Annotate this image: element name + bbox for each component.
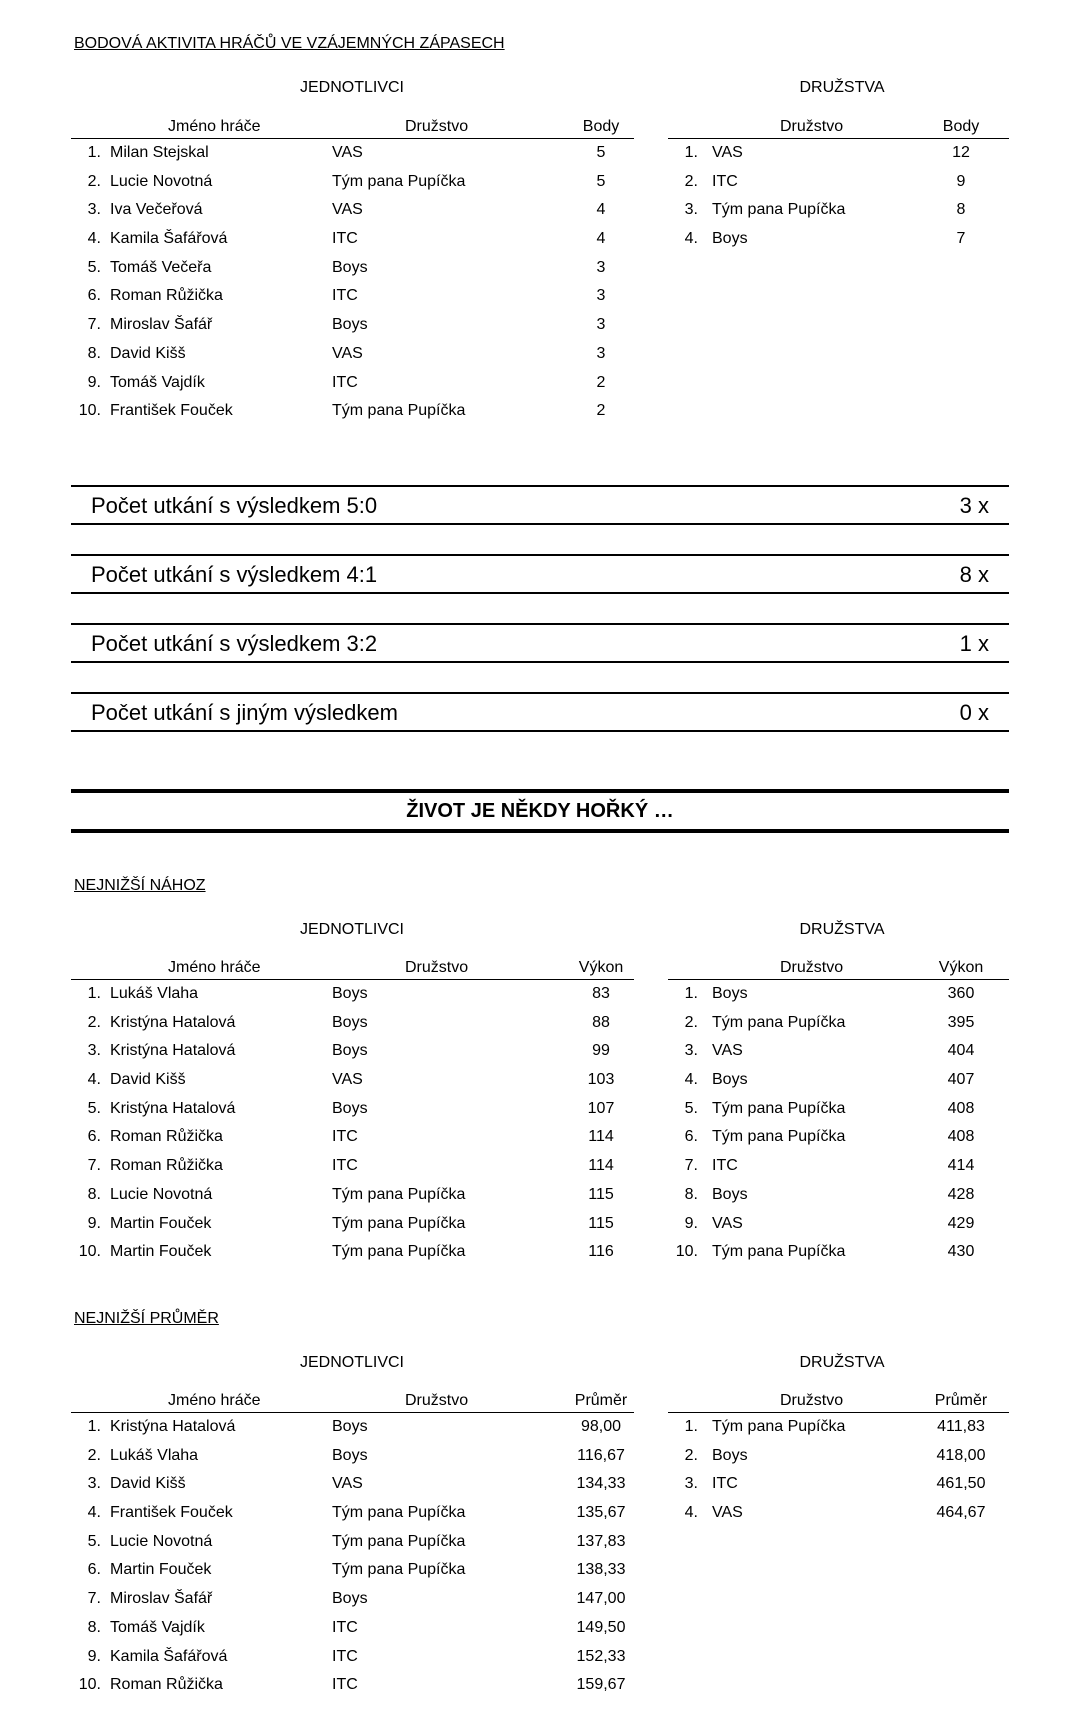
- row-value: 2: [596, 402, 606, 420]
- player-name: Kristýna Hatalová: [110, 1099, 236, 1117]
- table-row: [71, 1211, 634, 1240]
- table-row: [71, 1182, 634, 1211]
- row-number: 10.: [78, 1243, 101, 1261]
- table-header: [71, 955, 634, 980]
- team-name: Boys: [332, 258, 368, 276]
- table-header: [668, 955, 1009, 980]
- row-value: 428: [947, 1185, 975, 1203]
- table-row: [71, 1067, 634, 1096]
- table-row: [668, 1414, 1009, 1443]
- teams-table: [668, 1388, 1009, 1529]
- row-value: 395: [947, 1013, 975, 1031]
- team-name: Boys: [712, 1446, 748, 1464]
- table-row: [71, 1529, 634, 1558]
- row-value: 407: [947, 1071, 975, 1089]
- row-number: 3.: [87, 1475, 101, 1493]
- table-row: [71, 255, 634, 284]
- row-value: 137,83: [576, 1532, 626, 1550]
- table-row: [668, 1182, 1009, 1211]
- table-row: [668, 981, 1009, 1010]
- row-value: 3: [596, 316, 606, 334]
- row-value: 134,33: [576, 1475, 626, 1493]
- row-number: 4.: [684, 1504, 698, 1522]
- table-row: [668, 1153, 1009, 1182]
- row-value: 115: [588, 1214, 614, 1232]
- table-row: [71, 312, 634, 341]
- player-name: David Kišš: [110, 1071, 186, 1089]
- result-label: Počet utkání s výsledkem 5:0: [91, 493, 378, 518]
- player-name: Lucie Novotná: [110, 172, 213, 190]
- result-label: Počet utkání s výsledkem 3:2: [91, 631, 378, 656]
- row-number: 3.: [87, 201, 101, 219]
- table-row: [71, 1586, 634, 1615]
- team-name: Boys: [712, 1185, 748, 1203]
- team-name: ITC: [332, 1157, 358, 1175]
- individuals-table: [71, 114, 634, 427]
- row-value: 116,67: [577, 1446, 625, 1464]
- player-name: Martin Fouček: [110, 1243, 212, 1261]
- row-number: 9.: [684, 1214, 698, 1232]
- player-name: Lukáš Vlaha: [110, 1446, 199, 1464]
- row-value: 430: [947, 1243, 975, 1261]
- team-name: Boys: [332, 1042, 368, 1060]
- individuals-heading: JEDNOTLIVCI: [299, 921, 404, 938]
- table-row: [668, 169, 1009, 198]
- row-number: 5.: [87, 1099, 101, 1117]
- team-name: Tým pana Pupíčka: [712, 201, 846, 219]
- table-row: [71, 140, 634, 169]
- row-number: 5.: [684, 1099, 698, 1117]
- row-value: 98,00: [580, 1418, 622, 1435]
- row-value: 116: [588, 1243, 614, 1261]
- row-value: 138,33: [576, 1561, 626, 1579]
- row-number: 3.: [87, 1042, 101, 1060]
- team-name: VAS: [712, 1504, 743, 1522]
- player-name: David Kišš: [110, 1475, 186, 1493]
- row-number: 4.: [684, 1071, 698, 1089]
- row-value: 103: [587, 1071, 615, 1089]
- row-value: 135,67: [576, 1504, 626, 1522]
- team-name: VAS: [332, 144, 363, 161]
- player-name: Martin Fouček: [110, 1561, 212, 1579]
- row-value: 360: [947, 985, 975, 1002]
- row-number: 2.: [87, 172, 101, 190]
- col-header-name: Jméno hráče: [168, 959, 261, 976]
- table-row: [71, 981, 634, 1010]
- col-header-team: Družstvo: [780, 118, 844, 135]
- player-name: Lukáš Vlaha: [110, 985, 199, 1002]
- col-header-value: Výkon: [938, 959, 984, 976]
- table-row: [71, 1010, 634, 1039]
- row-number: 6.: [684, 1128, 698, 1146]
- table-row: [668, 1096, 1009, 1125]
- row-number: 9.: [87, 1214, 101, 1232]
- row-value: 414: [947, 1157, 975, 1175]
- table-row: [668, 1010, 1009, 1039]
- row-value: 408: [947, 1128, 975, 1146]
- table-row: [71, 1644, 634, 1673]
- player-name: Milan Stejskal: [110, 144, 209, 161]
- table-row: [668, 1443, 1009, 1472]
- col-header-value: Průměr: [934, 1392, 988, 1409]
- team-name: VAS: [712, 1042, 743, 1060]
- team-name: Boys: [332, 1099, 368, 1117]
- result-row-4-1: [71, 554, 1009, 594]
- teams-table: [668, 955, 1009, 1268]
- row-number: 5.: [87, 258, 101, 276]
- row-value: 12: [952, 144, 970, 161]
- team-name: Tým pana Pupíčka: [712, 1418, 846, 1435]
- table-row: [668, 226, 1009, 255]
- team-name: Tým pana Pupíčka: [332, 1561, 466, 1579]
- table-row: [668, 1038, 1009, 1067]
- table-row: [71, 283, 634, 312]
- col-header-team: Družstvo: [780, 959, 844, 976]
- row-value: 159,67: [576, 1676, 626, 1694]
- team-name: ITC: [332, 1676, 358, 1694]
- team-name: Boys: [332, 1590, 368, 1608]
- result-value: 1 x: [959, 631, 989, 656]
- player-name: František Fouček: [110, 1504, 233, 1522]
- table-row: [668, 1239, 1009, 1268]
- team-name: VAS: [332, 344, 363, 362]
- row-number: 2.: [684, 1446, 698, 1464]
- row-value: 88: [592, 1013, 610, 1031]
- team-name: Tým pana Pupíčka: [332, 172, 466, 190]
- table-row: [668, 1067, 1009, 1096]
- individuals-heading: JEDNOTLIVCI: [299, 1354, 404, 1371]
- table-row: [71, 1672, 634, 1701]
- row-number: 7.: [684, 1157, 698, 1175]
- col-header-value: Průměr: [574, 1392, 628, 1409]
- team-name: Boys: [712, 985, 748, 1002]
- row-number: 5.: [87, 1532, 101, 1550]
- row-number: 8.: [87, 1618, 101, 1636]
- row-number: 8.: [684, 1185, 698, 1203]
- col-header-name: Jméno hráče: [168, 1392, 261, 1409]
- player-name: František Fouček: [110, 402, 233, 420]
- table-header: [668, 114, 1009, 139]
- row-value: 114: [588, 1128, 614, 1146]
- team-name: Boys: [332, 985, 368, 1002]
- row-value: 404: [947, 1042, 975, 1060]
- player-name: Roman Růžička: [110, 1157, 223, 1175]
- row-value: 107: [587, 1099, 615, 1117]
- row-number: 7.: [87, 316, 101, 334]
- table-row: [668, 197, 1009, 226]
- col-header-value: Body: [942, 118, 980, 135]
- table-row: [71, 1615, 634, 1644]
- row-number: 6.: [87, 1128, 101, 1146]
- table-row: [71, 1471, 634, 1500]
- team-name: Tým pana Pupíčka: [712, 1128, 846, 1146]
- player-name: Kristýna Hatalová: [110, 1042, 236, 1060]
- player-name: Kamila Šafářová: [110, 230, 228, 248]
- team-name: Boys: [712, 1071, 748, 1089]
- result-value: 3 x: [959, 493, 989, 518]
- team-name: Boys: [332, 1446, 368, 1464]
- result-label: Počet utkání s výsledkem 4:1: [91, 562, 378, 587]
- row-number: 4.: [87, 1071, 101, 1089]
- col-header-team: Družstvo: [405, 1392, 469, 1409]
- team-name: ITC: [712, 1157, 738, 1175]
- team-name: Tým pana Pupíčka: [332, 402, 466, 420]
- table-header: [668, 1388, 1009, 1413]
- row-value: 3: [596, 287, 606, 305]
- row-number: 10.: [78, 1676, 101, 1694]
- teams-heading: DRUŽSTVA: [799, 1354, 885, 1371]
- player-name: Tomáš Vajdík: [110, 1618, 205, 1636]
- table-row: [71, 1096, 634, 1125]
- row-number: 6.: [87, 1561, 101, 1579]
- row-number: 2.: [87, 1013, 101, 1031]
- team-name: Boys: [712, 230, 748, 248]
- row-number: 4.: [684, 230, 698, 248]
- team-name: Tým pana Pupíčka: [712, 1243, 846, 1261]
- table-row: [71, 1153, 634, 1182]
- row-number: 3.: [684, 1042, 698, 1060]
- col-header-team: Družstvo: [780, 1392, 844, 1409]
- row-value: 8: [956, 201, 966, 219]
- row-number: 2.: [684, 172, 698, 190]
- row-number: 10.: [675, 1243, 698, 1261]
- table-row: [71, 197, 634, 226]
- player-name: Kamila Šafářová: [110, 1647, 228, 1665]
- table-header: [71, 114, 634, 139]
- teams-table: [668, 114, 1009, 255]
- player-name: Lucie Novotná: [110, 1185, 213, 1203]
- team-name: ITC: [332, 1618, 358, 1636]
- row-number: 1.: [684, 1418, 698, 1435]
- row-value: 418,00: [936, 1446, 986, 1464]
- table-row: [71, 1038, 634, 1067]
- team-name: Tým pana Pupíčka: [712, 1099, 846, 1117]
- col-header-value: Výkon: [578, 959, 624, 976]
- table-row: [668, 1471, 1009, 1500]
- row-number: 7.: [87, 1590, 101, 1608]
- table-row: [668, 1211, 1009, 1240]
- player-name: Roman Růžička: [110, 287, 223, 305]
- table-row: [668, 140, 1009, 169]
- row-value: 411,83: [937, 1418, 985, 1435]
- result-row-3-2: [71, 623, 1009, 663]
- team-name: Tým pana Pupíčka: [332, 1532, 466, 1550]
- row-value: 5: [596, 172, 606, 190]
- table-row: [668, 1500, 1009, 1529]
- table-row: [71, 370, 634, 399]
- row-number: 6.: [87, 287, 101, 305]
- row-value: 7: [956, 230, 966, 248]
- row-value: 149,50: [576, 1618, 626, 1636]
- section-title-points: BODOVÁ AKTIVITA HRÁČŮ VE VZÁJEMNÝCH ZÁPASECH: [74, 35, 505, 52]
- banner-heading: ŽIVOT JE NĚKDY HOŘKÝ …: [71, 789, 1009, 833]
- team-name: Tým pana Pupíčka: [332, 1504, 466, 1522]
- table-row: [71, 341, 634, 370]
- row-number: 2.: [87, 1446, 101, 1464]
- team-name: Tým pana Pupíčka: [332, 1214, 466, 1232]
- team-name: VAS: [712, 144, 743, 161]
- table-row: [71, 1500, 634, 1529]
- col-header-name: Jméno hráče: [168, 118, 261, 135]
- row-value: 3: [596, 344, 606, 362]
- table-row: [71, 1124, 634, 1153]
- result-value: 8 x: [959, 562, 989, 587]
- row-value: 3: [596, 258, 606, 276]
- table-header: [71, 1388, 634, 1413]
- player-name: Roman Růžička: [110, 1128, 223, 1146]
- team-name: Tým pana Pupíčka: [332, 1185, 466, 1203]
- player-name: Kristýna Hatalová: [110, 1013, 236, 1031]
- row-value: 2: [596, 373, 606, 391]
- team-name: VAS: [332, 201, 363, 219]
- row-number: 1.: [87, 144, 101, 161]
- team-name: Tým pana Pupíčka: [712, 1013, 846, 1031]
- team-name: Boys: [332, 1418, 368, 1435]
- table-row: [71, 1557, 634, 1586]
- player-name: Tomáš Večeřa: [110, 258, 212, 276]
- row-value: 152,33: [576, 1647, 626, 1665]
- row-value: 9: [956, 172, 966, 190]
- row-number: 7.: [87, 1157, 101, 1175]
- row-number: 1.: [684, 144, 698, 161]
- table-row: [71, 398, 634, 427]
- table-row: [71, 226, 634, 255]
- team-name: ITC: [712, 172, 738, 190]
- team-name: ITC: [332, 1647, 358, 1665]
- result-label: Počet utkání s jiným výsledkem: [91, 700, 398, 725]
- team-name: VAS: [332, 1071, 363, 1089]
- result-row-5-0: [71, 485, 1009, 525]
- team-name: ITC: [332, 230, 358, 248]
- team-name: ITC: [332, 373, 358, 391]
- team-name: ITC: [332, 1128, 358, 1146]
- row-number: 3.: [684, 1475, 698, 1493]
- team-name: Tým pana Pupíčka: [332, 1243, 466, 1261]
- table-row: [668, 1124, 1009, 1153]
- player-name: Tomáš Vajdík: [110, 373, 205, 391]
- table-row: [71, 1443, 634, 1472]
- table-row: [71, 1414, 634, 1443]
- row-number: 1.: [684, 985, 698, 1002]
- player-name: Miroslav Šafář: [110, 1590, 213, 1608]
- row-value: 408: [947, 1099, 975, 1117]
- row-value: 114: [588, 1157, 614, 1175]
- col-header-team: Družstvo: [405, 959, 469, 976]
- row-value: 83: [592, 985, 610, 1002]
- player-name: Roman Růžička: [110, 1676, 223, 1694]
- row-number: 4.: [87, 1504, 101, 1522]
- row-value: 429: [947, 1214, 975, 1232]
- team-name: Boys: [332, 1013, 368, 1031]
- table-row: [71, 169, 634, 198]
- row-number: 8.: [87, 1185, 101, 1203]
- team-name: ITC: [712, 1475, 738, 1493]
- row-value: 4: [596, 230, 606, 248]
- row-value: 115: [588, 1185, 614, 1203]
- row-number: 9.: [87, 373, 101, 391]
- team-name: VAS: [712, 1214, 743, 1232]
- section-title-lowest-average: NEJNIŽŠÍ PRŮMĚR: [74, 1310, 219, 1327]
- row-number: 9.: [87, 1647, 101, 1665]
- result-row-other: [71, 692, 1009, 732]
- section-title-lowest-throw: NEJNIŽŠÍ NÁHOZ: [74, 877, 206, 894]
- player-name: Miroslav Šafář: [110, 316, 213, 334]
- table-row: [71, 1239, 634, 1268]
- player-name: Iva Večeřová: [110, 201, 203, 219]
- row-number: 8.: [87, 344, 101, 362]
- row-number: 4.: [87, 230, 101, 248]
- row-value: 4: [596, 201, 606, 219]
- player-name: Kristýna Hatalová: [110, 1418, 236, 1435]
- individuals-table: [71, 955, 634, 1268]
- player-name: David Kišš: [110, 344, 186, 362]
- player-name: Lucie Novotná: [110, 1532, 213, 1550]
- row-number: 1.: [87, 1418, 101, 1435]
- row-value: 5: [596, 144, 606, 161]
- row-number: 3.: [684, 201, 698, 219]
- teams-heading: DRUŽSTVA: [799, 921, 885, 938]
- team-name: ITC: [332, 287, 358, 305]
- team-name: VAS: [332, 1475, 363, 1493]
- row-value: 147,00: [576, 1590, 626, 1608]
- row-number: 10.: [78, 402, 101, 420]
- col-header-value: Body: [582, 118, 620, 135]
- col-header-team: Družstvo: [405, 118, 469, 135]
- row-number: 2.: [684, 1013, 698, 1031]
- individuals-heading: JEDNOTLIVCI: [299, 79, 404, 96]
- row-value: 461,50: [936, 1475, 986, 1493]
- row-value: 464,67: [936, 1504, 986, 1522]
- individuals-table: [71, 1388, 634, 1701]
- row-value: 99: [592, 1042, 610, 1060]
- player-name: Martin Fouček: [110, 1214, 212, 1232]
- row-number: 1.: [87, 985, 101, 1002]
- teams-heading: DRUŽSTVA: [799, 79, 885, 96]
- result-value: 0 x: [959, 700, 989, 725]
- team-name: Boys: [332, 316, 368, 334]
